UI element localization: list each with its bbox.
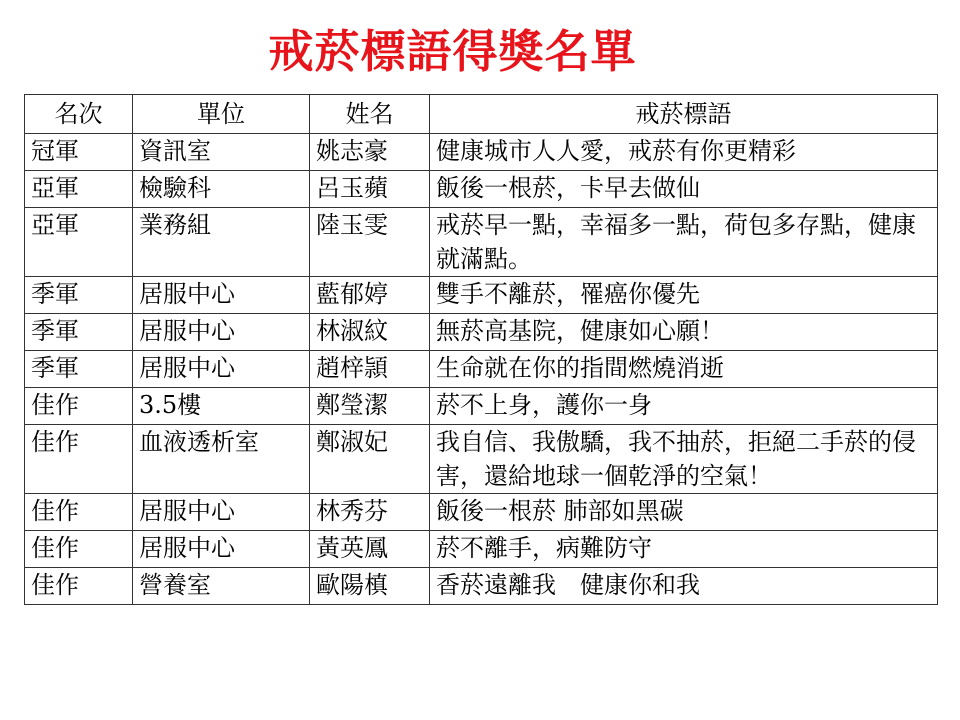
name-cell: 陸玉雯 [310, 208, 430, 277]
rank-cell: 季軍 [25, 277, 133, 314]
table-row [25, 531, 938, 568]
unit-cell: 營養室 [133, 568, 310, 605]
rank-cell: 佳作 [25, 531, 133, 568]
name-cell: 鄭淑妃 [310, 425, 430, 494]
page-title: 戒菸標語得獎名單 [268, 25, 637, 78]
table-row [25, 314, 938, 351]
table-header-row [25, 95, 938, 134]
table-row [25, 351, 938, 388]
slogan-cell: 飯後一根菸，卡早去做仙 [430, 171, 938, 208]
unit-cell: 居服中心 [133, 531, 310, 568]
rank-cell: 佳作 [25, 494, 133, 531]
unit-cell: 居服中心 [133, 494, 310, 531]
unit-cell: 資訊室 [133, 134, 310, 171]
rank-cell: 季軍 [25, 351, 133, 388]
header-unit: 單位 [133, 95, 310, 134]
name-cell: 林淑紋 [310, 314, 430, 351]
slogan-cell: 我自信、我傲驕，我不抽菸，拒絕二手菸的侵害，還給地球一個乾淨的空氣！ [430, 425, 938, 494]
rank-cell: 季軍 [25, 314, 133, 351]
slogan-cell: 飯後一根菸 肺部如黑碳 [430, 494, 938, 531]
header-slogan: 戒菸標語 [430, 95, 938, 134]
unit-cell: 居服中心 [133, 314, 310, 351]
table-row [25, 134, 938, 171]
slogan-cell: 菸不離手，病難防守 [430, 531, 938, 568]
table-row [25, 568, 938, 605]
table-row [25, 494, 938, 531]
rank-cell: 佳作 [25, 388, 133, 425]
table-row [25, 208, 938, 277]
slogan-cell: 無菸高基院，健康如心願！ [430, 314, 938, 351]
name-cell: 林秀芬 [310, 494, 430, 531]
unit-cell: 3.5樓 [133, 388, 310, 425]
name-cell: 呂玉蘋 [310, 171, 430, 208]
table-row [25, 277, 938, 314]
slogan-cell: 健康城市人人愛，戒菸有你更精彩 [430, 134, 938, 171]
header-rank: 名次 [25, 95, 133, 134]
header-name: 姓名 [310, 95, 430, 134]
name-cell: 藍郁婷 [310, 277, 430, 314]
slogan-cell: 戒菸早一點，幸福多一點，荷包多存點，健康就滿點。 [430, 208, 938, 277]
awards-table [24, 94, 938, 605]
unit-cell: 業務組 [133, 208, 310, 277]
name-cell: 鄭瑩潔 [310, 388, 430, 425]
name-cell: 姚志豪 [310, 134, 430, 171]
table-row [25, 388, 938, 425]
rank-cell: 佳作 [25, 425, 133, 494]
rank-cell: 亞軍 [25, 208, 133, 277]
unit-cell: 居服中心 [133, 351, 310, 388]
rank-cell: 佳作 [25, 568, 133, 605]
slogan-cell: 雙手不離菸，罹癌你優先 [430, 277, 938, 314]
slogan-cell: 菸不上身，護你一身 [430, 388, 938, 425]
rank-cell: 亞軍 [25, 171, 133, 208]
name-cell: 歐陽槙 [310, 568, 430, 605]
table-row [25, 425, 938, 494]
table-row [25, 171, 938, 208]
unit-cell: 檢驗科 [133, 171, 310, 208]
slogan-cell: 生命就在你的指間燃燒消逝 [430, 351, 938, 388]
rank-cell: 冠軍 [25, 134, 133, 171]
name-cell: 黃英鳳 [310, 531, 430, 568]
unit-cell: 居服中心 [133, 277, 310, 314]
unit-cell: 血液透析室 [133, 425, 310, 494]
slogan-cell: 香菸遠離我 健康你和我 [430, 568, 938, 605]
name-cell: 趙梓頴 [310, 351, 430, 388]
